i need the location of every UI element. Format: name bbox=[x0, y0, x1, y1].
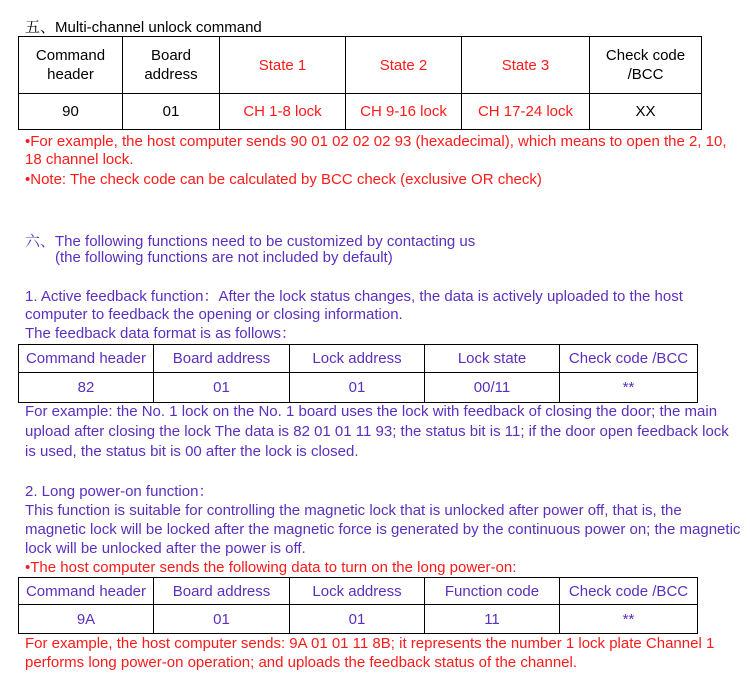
header-cell: Board address bbox=[154, 345, 290, 373]
longpower-desc-line: lock will be unlocked after the power is off. bbox=[25, 540, 306, 557]
table-row bbox=[19, 605, 698, 634]
header-cell: State 1 bbox=[220, 37, 346, 94]
feedback-format-table bbox=[18, 344, 698, 403]
note-line: 18 channel lock. bbox=[25, 151, 134, 168]
table-header-row bbox=[19, 37, 702, 94]
section5-title: Multi-channel unlock command bbox=[55, 19, 262, 36]
section6-subtitle: (the following functions are not included by default) bbox=[55, 249, 393, 266]
header-cell: Lock state bbox=[425, 345, 560, 373]
table-cell: CH 9-16 lock bbox=[346, 94, 462, 130]
section6-marker: 六、 bbox=[25, 232, 56, 250]
feedback-format-label: The feedback data format is as follows： bbox=[25, 325, 296, 342]
example-line: For example, the host computer sends: 9A 01 01 11 8B; it represents the number 1 lock plate Channel 1 bbox=[25, 635, 715, 652]
header-cell: Lock address bbox=[290, 345, 425, 373]
table-cell: 01 bbox=[154, 373, 290, 403]
header-cell: State 3 bbox=[462, 37, 590, 94]
example-line: upload after closing the lock The data is 82 01 01 11 93; the status bit is 11; if the door open feedback lock bbox=[25, 423, 729, 440]
longpower-note: •The host computer sends the following data to turn on the long power-on: bbox=[25, 559, 517, 576]
table-cell: 90 bbox=[19, 94, 123, 130]
table-cell: 82 bbox=[19, 373, 154, 403]
table-cell: 01 bbox=[154, 605, 290, 634]
section6-title: The following functions need to be customized by contacting us bbox=[55, 233, 476, 250]
header-cell: Check code /BCC bbox=[560, 578, 698, 605]
header-cell: State 2 bbox=[346, 37, 462, 94]
table-row bbox=[19, 373, 698, 403]
feedback-example bbox=[25, 403, 745, 463]
header-cell: Check code /BCC bbox=[560, 345, 698, 373]
table-cell: 11 bbox=[425, 605, 560, 634]
longpower-table bbox=[18, 577, 698, 634]
feedback-heading-cont: computer to feedback the opening or closing information. bbox=[25, 306, 403, 323]
feedback-heading: 1. Active feedback function：After the lock status changes, the data is actively uploaded to the host bbox=[25, 288, 683, 305]
header-cell: Board address bbox=[154, 578, 290, 605]
table-cell: 9A bbox=[19, 605, 154, 634]
table-cell: 01 bbox=[290, 373, 425, 403]
example-line: is used, the status bit is 00 after the lock is closed. bbox=[25, 443, 359, 460]
feedback-intro bbox=[25, 288, 745, 344]
section5-heading bbox=[25, 16, 262, 37]
header-cell: Check code /BCC bbox=[590, 37, 702, 94]
longpower-example bbox=[25, 635, 745, 675]
header-cell: Command header bbox=[19, 345, 154, 373]
header-cell: Command header bbox=[19, 37, 123, 94]
longpower-desc-line: magnetic lock will be locked after the magnetic force is generated by the continuous power on; the magnetic bbox=[25, 521, 741, 538]
example-line: performs long power-on operation; and uploads the feedback status of the channel. bbox=[25, 654, 578, 671]
section5-marker: 五、 bbox=[25, 18, 56, 36]
longpower-desc-line: This function is suitable for controlling the magnetic lock that is unlocked after power off, that is, the bbox=[25, 502, 682, 519]
table-cell: CH 1-8 lock bbox=[220, 94, 346, 130]
table-cell: ** bbox=[560, 605, 698, 634]
table-cell: 01 bbox=[123, 94, 220, 130]
section5-notes bbox=[25, 133, 745, 193]
note-line: •Note: The check code can be calculated by BCC check (exclusive OR check) bbox=[25, 171, 542, 188]
table-header-row bbox=[19, 578, 698, 605]
header-cell: Lock address bbox=[290, 578, 425, 605]
table-header-row bbox=[19, 345, 698, 373]
header-cell: Function code bbox=[425, 578, 560, 605]
table-cell: 00/11 bbox=[425, 373, 560, 403]
section6-heading bbox=[25, 230, 475, 251]
table-cell: XX bbox=[590, 94, 702, 130]
table-cell: CH 17-24 lock bbox=[462, 94, 590, 130]
table-cell: ** bbox=[560, 373, 698, 403]
longpower-intro bbox=[25, 483, 745, 559]
header-cell: Command header bbox=[19, 578, 154, 605]
note-line: •For example, the host computer sends 90 01 02 02 02 93 (hexadecimal), which means to open the 2, 10, bbox=[25, 133, 727, 150]
longpower-heading: 2. Long power-on function： bbox=[25, 483, 214, 500]
example-line: For example: the No. 1 lock on the No. 1 board uses the lock with feedback of closing the door; the main bbox=[25, 403, 718, 420]
table-row bbox=[19, 94, 702, 130]
table-cell: 01 bbox=[290, 605, 425, 634]
unlock-command-table bbox=[18, 36, 702, 130]
header-cell: Board address bbox=[123, 37, 220, 94]
